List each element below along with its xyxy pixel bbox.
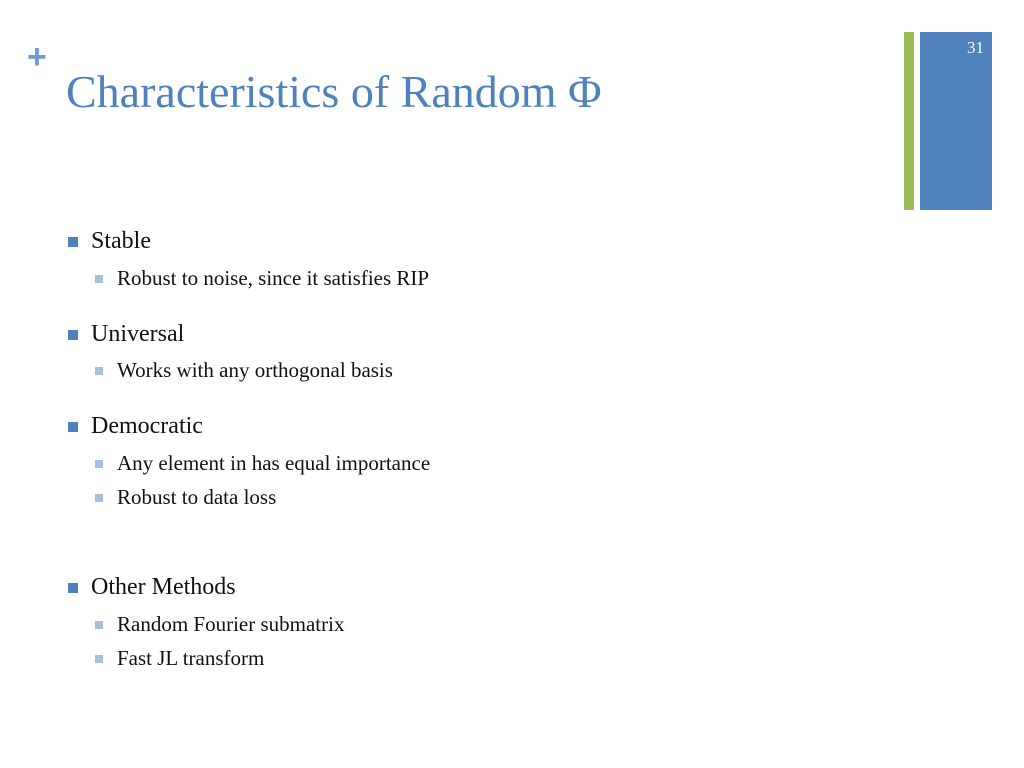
sub-bullet-other-methods-2: Fast JL transform [117,646,265,670]
bullet-other-methods: Other Methods [91,574,236,600]
sub-bullet-democratic-2: Robust to data loss [117,485,277,509]
accent-bar-green [904,32,914,210]
slide-number: 31 [967,38,984,57]
sub-bullet-stable-1: Robust to noise, since it satisfies RIP [117,266,430,290]
plus-mark-icon: + [27,38,47,76]
sub-bullet-democratic-1: Any element in has equal importance [117,451,431,475]
slide-title: Characteristics of Random Φ [66,66,602,117]
sub-bullet-other-methods-1: Random Fourier submatrix [117,612,345,636]
sub-bullet-universal-1: Works with any orthogonal basis [117,358,393,382]
bullet-stable: Stable [91,228,151,254]
accent-block-blue [920,32,992,210]
bullet-democratic: Democratic [91,413,203,439]
bullet-universal: Universal [91,321,185,347]
